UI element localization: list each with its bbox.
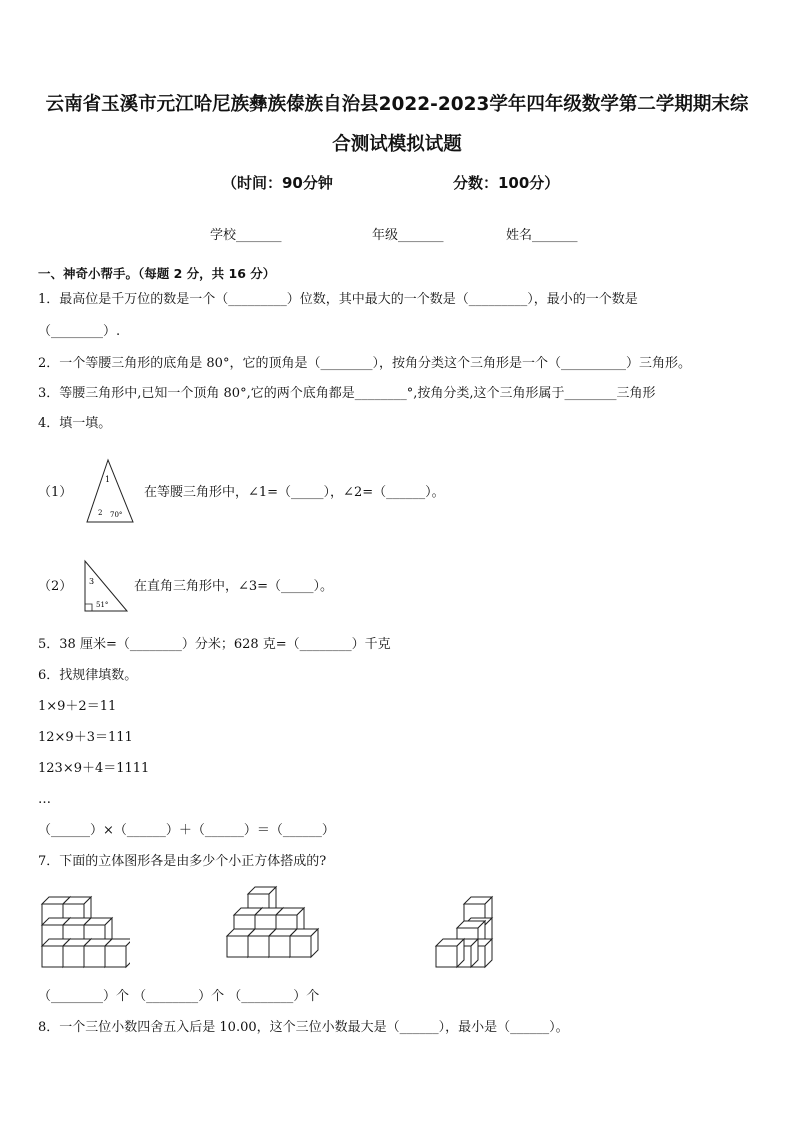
question-8: 8．一个三位小数四舍五入后是 10.00，这个三位小数最大是（______），最小是（______）。 — [38, 1020, 569, 1035]
document-title-line2: 合测试模拟试题 — [332, 134, 462, 155]
school-field: 学校_______ — [210, 228, 282, 243]
question-6: 6．找规律填数。 — [38, 668, 138, 683]
cube-stack-figure-2 — [224, 882, 324, 972]
question-7: 7．下面的立体图形各是由多少个小正方体搭成的? — [38, 854, 327, 869]
pattern-ellipsis: … — [38, 792, 51, 807]
exam-time: （时间：90分钟 — [222, 174, 333, 192]
isosceles-triangle-figure — [84, 457, 136, 525]
question-5: 5．38 厘米=（________）分米；628 克=（________）千克 — [38, 637, 391, 652]
pattern-equation-3: 123×9＋4＝1111 — [38, 761, 150, 776]
question-7-answers: （________）个 （________）个 （________）个 — [38, 989, 320, 1004]
question-3: 3．等腰三角形中,已知一个顶角 80°,它的两个底角都是________°,按角分类,这个三角形属于________三角形 — [38, 386, 656, 401]
question-1-line1: 1．最高位是千万位的数是一个（_________）位数，其中最大的一个数是（_________），最小的一个数是 — [38, 292, 638, 307]
angle-3-label: 3 — [89, 577, 95, 586]
cube-face — [290, 936, 311, 957]
cube-face — [227, 936, 248, 957]
pattern-blank-equation: （______）×（______）＋（______）＝（______） — [38, 823, 335, 838]
cube-face — [248, 936, 269, 957]
question-4: 4．填一填。 — [38, 416, 112, 431]
question-2: 2．一个等腰三角形的底角是 80°，它的顶角是（________），按角分类这个三角形是一个（__________）三角形。 — [38, 356, 691, 371]
angle-2-label: 2 — [98, 509, 103, 517]
pattern-equation-2: 12×9＋3＝111 — [38, 730, 133, 745]
question-4-1-label: （1） — [38, 485, 73, 500]
question-4-2-text: 在直角三角形中，∠3=（_____）。 — [134, 579, 334, 594]
angle-70-label: 70° — [110, 511, 123, 519]
document-title-line1: 云南省玉溪市元江哈尼族彝族傣族自治县2022-2023学年四年级数学第二学期期末综 — [45, 94, 749, 115]
grade-field: 年级_______ — [372, 228, 444, 243]
cube-face — [63, 946, 84, 967]
cube-face — [84, 946, 105, 967]
cube-stack-figure-3 — [433, 888, 503, 972]
cube-face — [269, 936, 290, 957]
name-field: 姓名_______ — [506, 228, 578, 243]
question-1-line2: （________）. — [38, 324, 121, 339]
section-heading: 一、神奇小帮手。（每题 2 分，共 16 分） — [38, 266, 276, 281]
exam-score: 分数：100分） — [453, 174, 560, 192]
question-4-2-label: （2） — [38, 579, 73, 594]
cube-stack-figure-1 — [38, 888, 130, 972]
right-triangle-figure — [82, 558, 130, 614]
cube-face — [436, 946, 457, 967]
cube-face — [42, 946, 63, 967]
pattern-equation-1: 1×9＋2＝11 — [38, 699, 117, 714]
cube-face — [105, 946, 126, 967]
angle-1-label: 1 — [105, 475, 111, 484]
question-4-1-text: 在等腰三角形中，∠1=（_____），∠2=（______）。 — [144, 485, 445, 500]
angle-51-label: 51° — [96, 601, 109, 609]
